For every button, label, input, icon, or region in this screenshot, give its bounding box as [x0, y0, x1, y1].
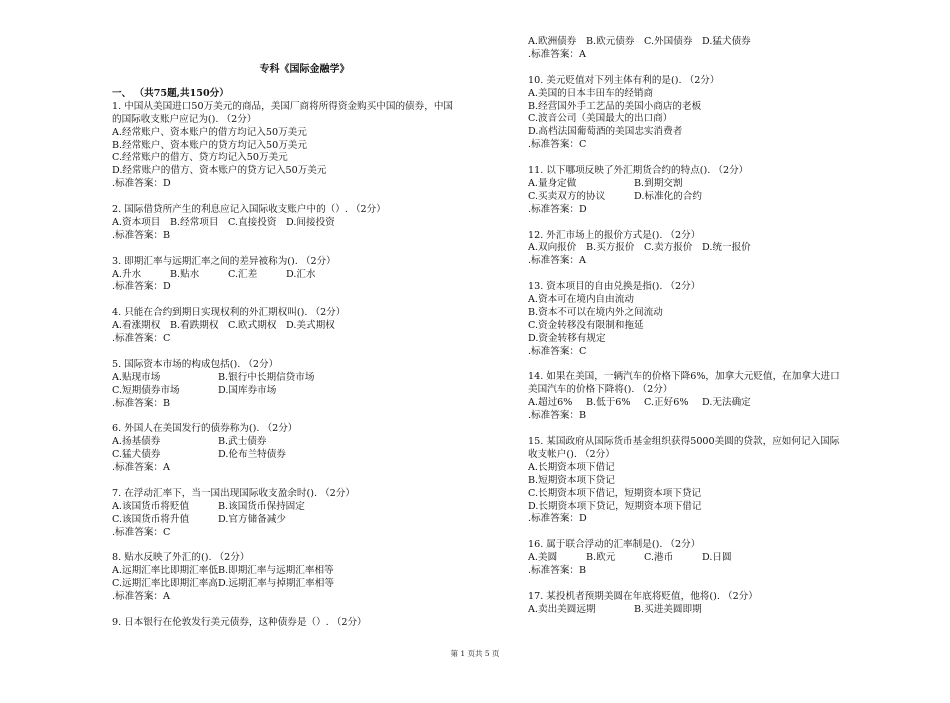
option: C.长期资本项下借记，短期资本项下贷记 — [528, 487, 702, 499]
option: C.外国债券 — [644, 36, 693, 47]
option: A.资本项目 — [112, 216, 161, 228]
option-row — [528, 552, 888, 565]
option-row — [528, 242, 888, 255]
question-item — [528, 436, 888, 526]
question-item — [112, 359, 497, 411]
option: D.伦布兰特债券 — [218, 449, 286, 461]
option: A.量身定做 — [528, 177, 577, 189]
option-row — [112, 449, 497, 462]
question-item — [528, 591, 888, 617]
option-row — [528, 333, 888, 346]
standard-answer: .标准答案：D — [528, 513, 587, 525]
option: C.正好6% — [644, 397, 689, 409]
question-item — [528, 230, 888, 269]
question-text-continued: 的国际收支账户应记为(). （2分） — [112, 113, 257, 125]
standard-answer: .标准答案：D — [528, 203, 587, 215]
option: C.波音公司（美国最大的出口商） — [528, 113, 673, 125]
option-row — [112, 372, 497, 385]
option-row — [112, 269, 497, 282]
option: B.欧元 — [586, 552, 616, 564]
standard-answer: .标准答案：C — [112, 333, 171, 345]
left-column — [112, 0, 497, 643]
option: A.看涨期权 — [112, 320, 161, 332]
option-row — [112, 514, 497, 527]
page-footer: 第 1 页共 5 页 — [450, 649, 500, 658]
question-item — [112, 256, 497, 295]
option: D.官方储备减少 — [218, 513, 286, 525]
question-item — [112, 423, 497, 475]
question-item — [112, 552, 497, 604]
option-row — [528, 294, 888, 307]
option: C.经常账户的借方、贷方均记入50万美元 — [112, 152, 288, 164]
question-item — [112, 101, 497, 191]
option: B.买方报价 — [586, 242, 635, 254]
option-row — [112, 385, 497, 398]
right-questions — [528, 0, 888, 617]
option-row — [528, 488, 888, 501]
right-column — [528, 0, 888, 630]
option: B.买进美圆即期 — [634, 603, 702, 615]
option-row — [112, 320, 497, 333]
option: D.汇水 — [286, 268, 316, 280]
question-item — [528, 371, 888, 423]
standard-answer: .标准答案：C — [528, 139, 587, 151]
option: D.远期汇率与掉期汇率相等 — [218, 578, 334, 590]
option-row — [528, 475, 888, 488]
option: D.标准化的合约 — [634, 190, 702, 202]
question-item — [112, 307, 497, 346]
option: A.资本可在境内自由流动 — [528, 294, 634, 306]
option: A.双向报价 — [528, 242, 577, 254]
question-text: 11. 以下哪项反映了外汇期货合约的特点(). （2分） — [528, 165, 749, 177]
option-row — [528, 307, 888, 320]
option: A.该国货币将贬值 — [112, 500, 190, 512]
option: C.汇差 — [228, 268, 258, 280]
question-text-continued: 美国汽车的价格下降将(). （2分） — [528, 384, 673, 396]
option: B.经常项目 — [170, 216, 219, 228]
standard-answer: .标准答案：C — [528, 345, 587, 357]
option-row — [112, 578, 497, 591]
option: B.资本不可以在境内外之间流动 — [528, 306, 663, 318]
standard-answer: .标准答案：B — [112, 397, 171, 409]
question-text: 5. 国际资本市场的构成包括(). （2分） — [112, 358, 279, 370]
option: B.该国货币保持固定 — [218, 500, 305, 512]
option-row — [528, 101, 888, 114]
option: A.美圆 — [528, 552, 558, 564]
option-row — [528, 501, 888, 514]
option: B.看跌期权 — [170, 320, 219, 332]
question-text-continued: 收支帐户(). （2分） — [528, 448, 615, 460]
option-row — [112, 152, 497, 165]
option: C.直接投资 — [228, 216, 277, 228]
option-row — [528, 126, 888, 139]
standard-answer: .标准答案：A — [528, 255, 586, 267]
option: B.欧元债券 — [586, 36, 635, 47]
option: A.美国的日本丰田车的经销商 — [528, 87, 654, 99]
question-text: 12. 外汇市场上的报价方式是(). （2分） — [528, 229, 701, 241]
option: C.欧式期权 — [228, 320, 277, 332]
option-row — [112, 127, 497, 140]
option-row — [528, 462, 888, 475]
option-row — [112, 165, 497, 178]
question-item — [112, 617, 497, 630]
standard-answer: .标准答案：B — [528, 565, 587, 577]
option-row — [528, 113, 888, 126]
question-text: 1. 中国从美国进口50万美元的商品，美国厂商将所得资金购买中国的债券，中国 — [112, 100, 454, 112]
option: C.卖方报价 — [644, 242, 693, 254]
option: C.港币 — [644, 552, 674, 564]
standard-answer: .标准答案：A — [112, 591, 170, 603]
option: A.欧洲债券 — [528, 36, 577, 47]
option: D.长期资本项下贷记，短期资本项下借记 — [528, 500, 702, 512]
option-row — [528, 397, 888, 410]
option: D.日圆 — [702, 552, 732, 564]
question-text: 15. 某国政府从国际货币基金组织获得5000美圆的贷款，应如何记入国际 — [528, 436, 840, 447]
option: C.短期债券市场 — [112, 384, 180, 396]
option: B.到期交割 — [634, 177, 683, 189]
option-row — [112, 501, 497, 514]
option-row — [112, 217, 497, 230]
option: A.贴现市场 — [112, 371, 161, 383]
question-text: 8. 贴水反映了外汇的(). （2分） — [112, 552, 250, 564]
option: D.美式期权 — [286, 320, 335, 332]
standard-answer: .标准答案：C — [112, 526, 171, 538]
standard-answer: .标准答案：A — [528, 48, 586, 60]
option: B.贴水 — [170, 268, 200, 280]
question-text: 4. 只能在合约到期日实现权利的外汇期权叫(). （2分） — [112, 307, 346, 319]
option-row — [528, 88, 888, 101]
question-item — [528, 281, 888, 358]
question-item — [528, 36, 888, 62]
question-item — [528, 165, 888, 217]
question-text: 7. 在浮动汇率下，当一国出现国际收支盈余时(). （2分） — [112, 487, 355, 499]
question-text: 13. 资本项目的自由兑换是指(). （2分） — [528, 281, 701, 293]
option: B.武士债券 — [218, 436, 267, 448]
section-heading: 一、 （共75题,共150分） — [112, 87, 229, 99]
question-text: 2. 国际借贷所产生的利息应记入国际收支账户中的（）. （2分） — [112, 204, 386, 216]
option-row — [528, 191, 888, 204]
option: B.低于6% — [586, 397, 631, 409]
option: A.超过6% — [528, 397, 573, 409]
option-row — [528, 178, 888, 191]
standard-answer: .标准答案：D — [112, 178, 171, 190]
question-item — [112, 204, 497, 243]
option: C.该国货币将升值 — [112, 513, 190, 525]
question-item — [112, 488, 497, 540]
option-row — [112, 140, 497, 153]
option: D.资金转移有规定 — [528, 332, 606, 344]
standard-answer: .标准答案：A — [112, 462, 170, 474]
standard-answer: .标准答案：B — [112, 229, 171, 241]
question-text: 10. 美元贬值对下列主体有利的是(). （2分） — [528, 74, 720, 86]
option: D.国库券市场 — [218, 384, 277, 396]
option: A.扬基债券 — [112, 436, 161, 448]
option-row — [112, 436, 497, 449]
option: B.短期资本项下贷记 — [528, 474, 615, 486]
left-questions — [112, 101, 497, 630]
option-row — [528, 320, 888, 333]
question-item — [528, 75, 888, 152]
option: D.经常账户的借方、资本账户的贷方记入50万美元 — [112, 165, 327, 177]
question-text: 16. 属于联合浮动的汇率制是(). （2分） — [528, 539, 701, 551]
option: A.远期汇率比即期汇率低 — [112, 565, 218, 577]
option: D.统一报价 — [702, 242, 751, 254]
option: D.无法确定 — [702, 397, 751, 409]
question-text: 9. 日本银行在伦敦发行美元债券，这种债券是（）. （2分） — [112, 616, 367, 628]
option: B.经营国外手工艺品的美国小商店的老板 — [528, 100, 702, 112]
option-row — [112, 565, 497, 578]
option: C.资金转移没有限制和拖延 — [528, 319, 644, 331]
question-text: 17. 某投机者预期美圆在年底将贬值，他将(). （2分） — [528, 590, 758, 602]
option: A.卖出美圆远期 — [528, 603, 596, 615]
question-text: 6. 外国人在美国发行的债券称为(). （2分） — [112, 423, 298, 435]
option: C.猛犬债券 — [112, 449, 161, 461]
standard-answer: .标准答案：D — [112, 281, 171, 293]
document-title: 专科《国际金融学》 — [259, 64, 350, 75]
option: D.猛犬债券 — [702, 36, 751, 47]
option: A.升水 — [112, 268, 142, 280]
question-item — [528, 539, 888, 578]
option-row — [528, 36, 888, 49]
option: C.买卖双方的协议 — [528, 190, 606, 202]
option: B.银行中长期信贷市场 — [218, 371, 315, 383]
option: B.经常账户、资本账户的贷方均记入50万美元 — [112, 139, 307, 151]
question-text: 3. 即期汇率与远期汇率之间的差异被称为(). （2分） — [112, 255, 336, 267]
option: A.长期资本项下借记 — [528, 461, 615, 473]
option: A.经常账户、资本账户的借方均记入50万美元 — [112, 126, 307, 138]
option: D.间接投资 — [286, 216, 335, 228]
option-row — [528, 604, 888, 617]
question-text: 14. 如果在美国，一辆汽车的价格下降6%，加拿大元贬值，在加拿大进口 — [528, 371, 840, 383]
option: C.远期汇率比即期汇率高 — [112, 578, 218, 590]
option: D.高档法国葡萄酒的美国忠实消费者 — [528, 126, 683, 138]
option: B.即期汇率与远期汇率相等 — [218, 565, 334, 577]
standard-answer: .标准答案：B — [528, 410, 587, 422]
